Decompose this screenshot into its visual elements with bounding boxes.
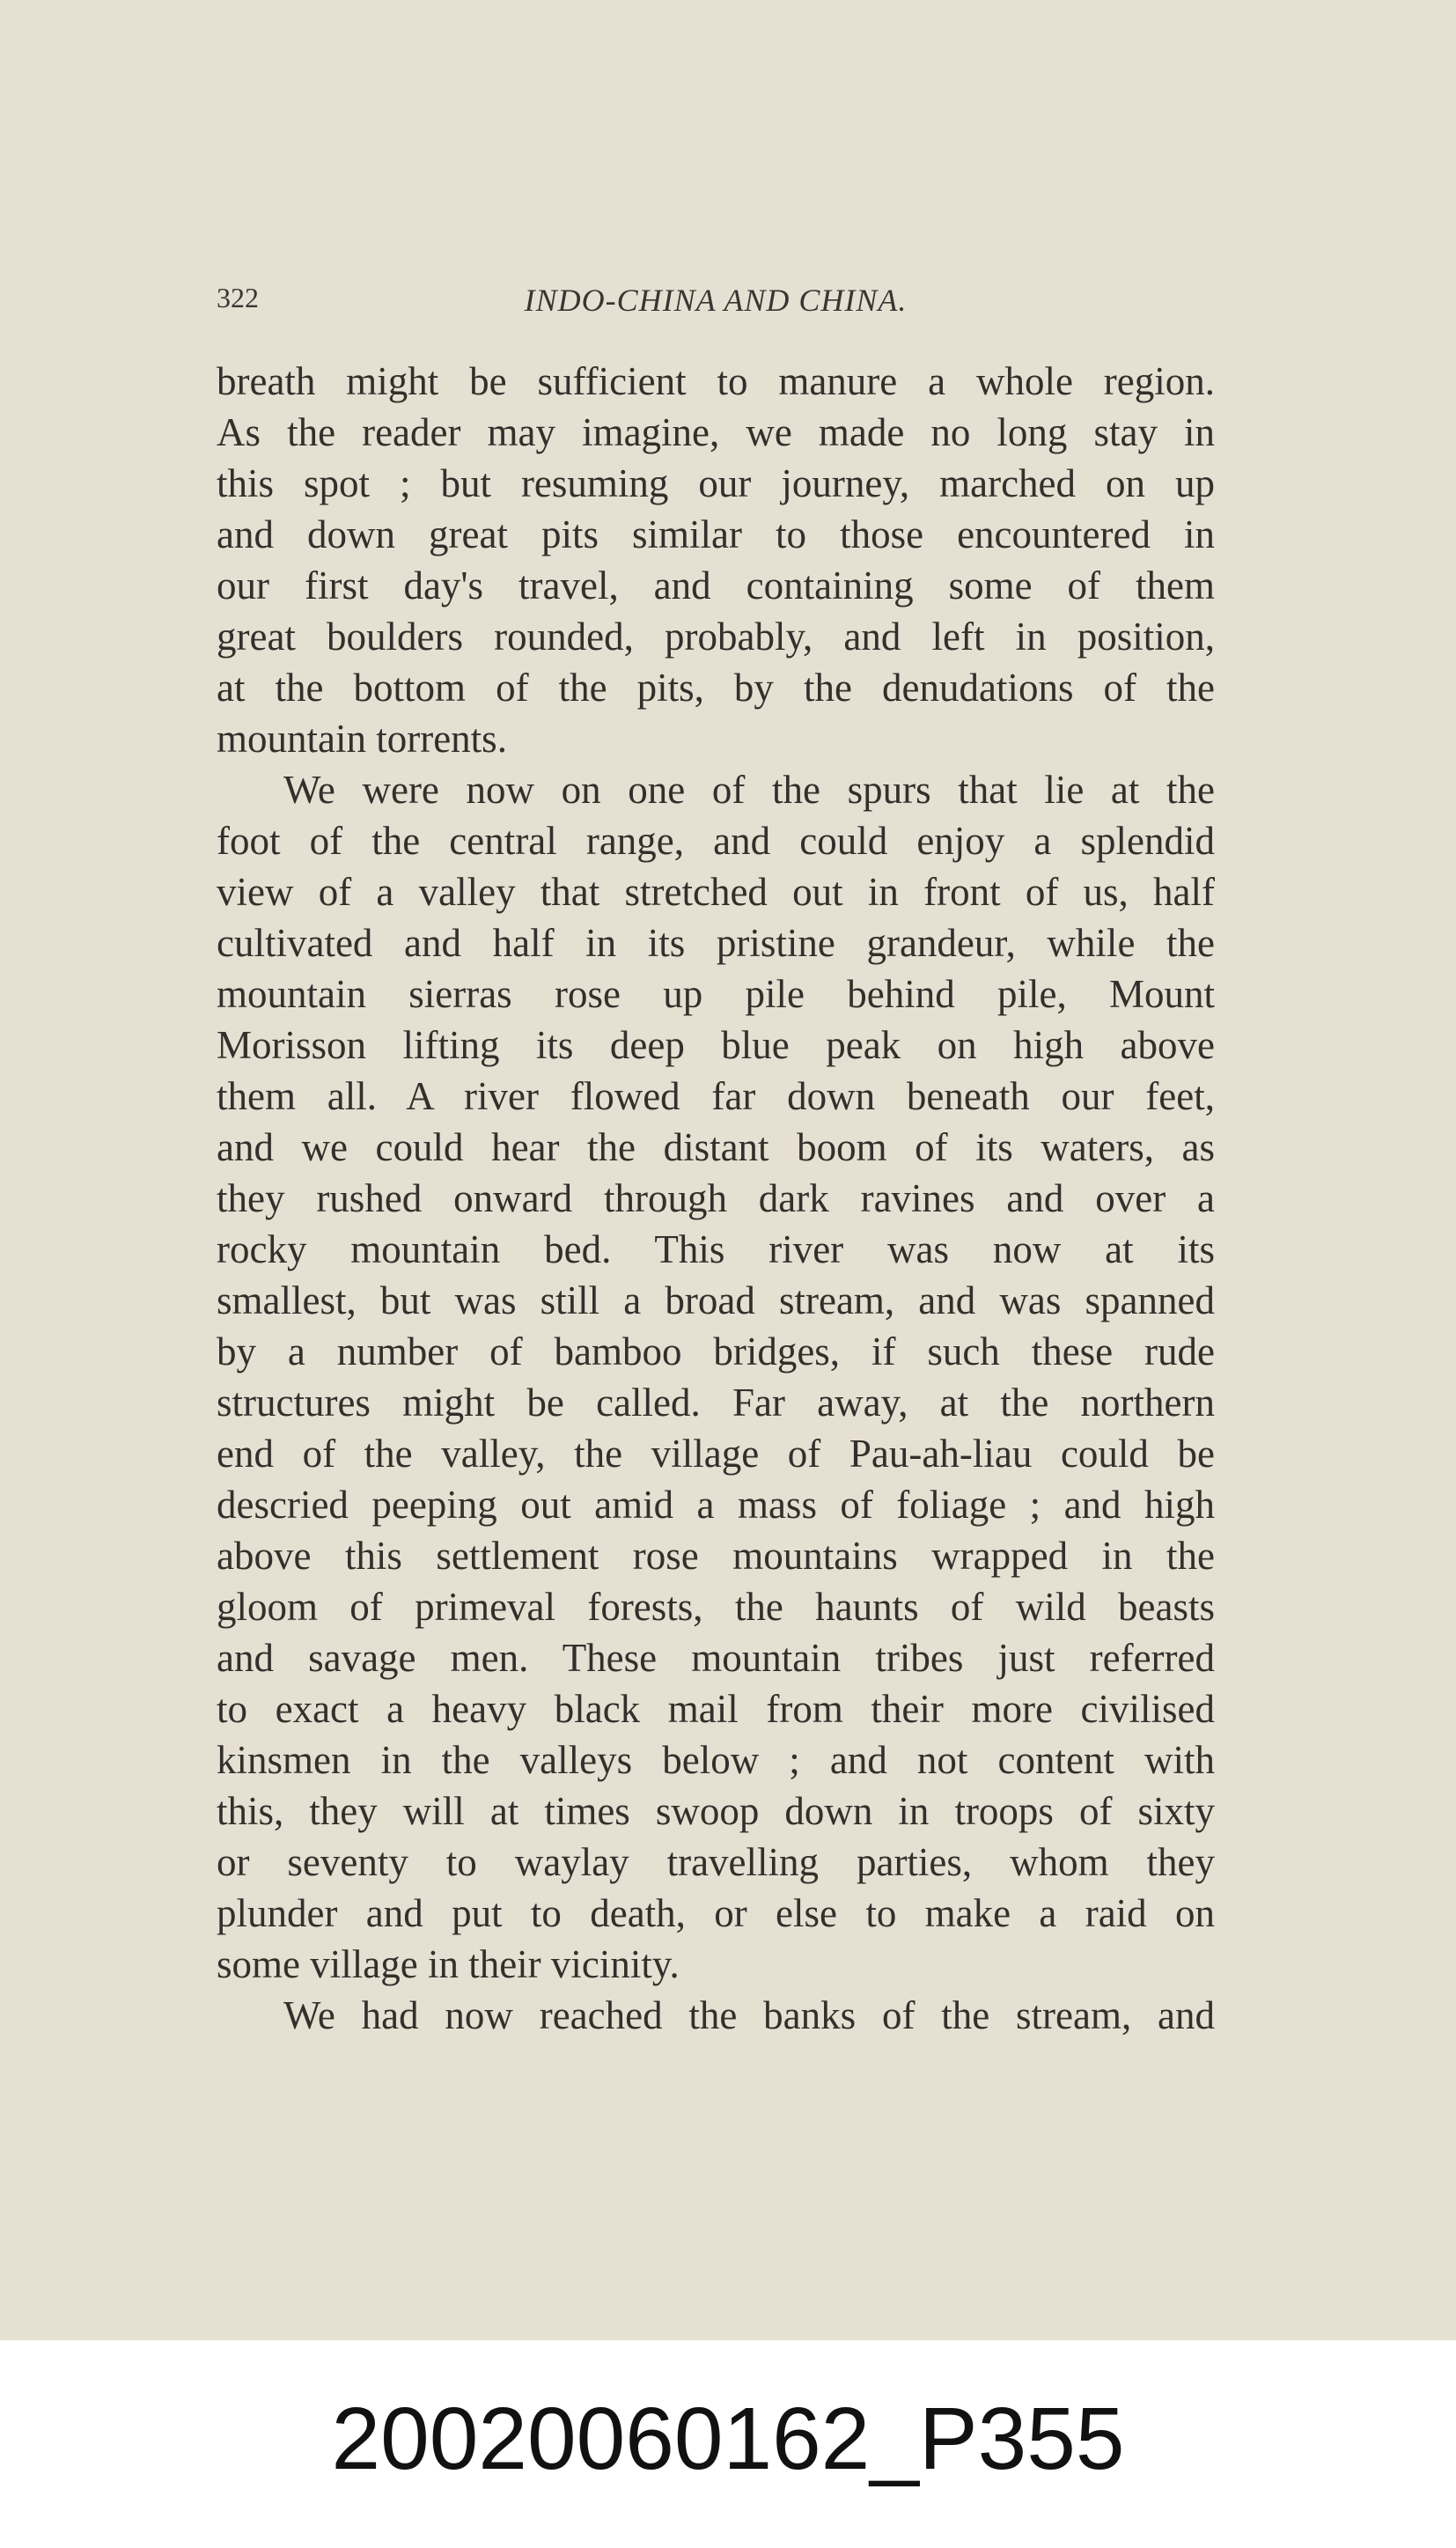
text-line: As the reader may imagine, we made no long stay in (217, 410, 1215, 454)
text-line: some village in their vicinity. (217, 1942, 680, 1986)
text-line: smallest, but was still a broad stream, and was spanned (217, 1278, 1215, 1322)
text-line: to exact a heavy black mail from their more civilised (217, 1687, 1215, 1731)
text-line: gloom of primeval forests, the haunts of wild beasts (217, 1585, 1215, 1629)
text-line: this spot ; but resuming our journey, marched on up (217, 461, 1215, 505)
text-line: mountain torrents. (217, 717, 507, 761)
text-line: breath might be sufficient to manure a whole region. (217, 359, 1215, 403)
paragraph-1 (217, 356, 1215, 764)
body-text (217, 356, 1215, 2041)
text-line: by a number of bamboo bridges, if such these rude (217, 1329, 1215, 1373)
text-line: We were now on one of the spurs that lie at the (283, 768, 1215, 812)
text-line: mountain sierras rose up pile behind pile, Mount (217, 972, 1215, 1016)
paragraph-3 (217, 1990, 1215, 2041)
text-line: and we could hear the distant boom of its waters, as (217, 1125, 1215, 1169)
text-line: rocky mountain bed. This river was now at its (217, 1227, 1215, 1271)
text-line: our first day's travel, and containing some of them (217, 563, 1215, 608)
paragraph-2 (217, 764, 1215, 1990)
text-line: they rushed onward through dark ravines and over a (217, 1176, 1215, 1220)
text-line: great boulders rounded, probably, and left in position, (217, 615, 1215, 659)
text-line: end of the valley, the village of Pau-ah-liau could be (217, 1432, 1215, 1476)
text-line: cultivated and half in its pristine grandeur, while the (217, 921, 1215, 965)
text-line: above this settlement rose mountains wrapped in the (217, 1534, 1215, 1578)
text-line: foot of the central range, and could enjoy a splendid (217, 819, 1215, 863)
text-line: kinsmen in the valleys below ; and not content with (217, 1738, 1215, 1782)
page-number: 322 (217, 282, 259, 313)
text-line: and down great pits similar to those encountered in (217, 512, 1215, 556)
text-line: them all. A river flowed far down beneath our feet, (217, 1074, 1215, 1118)
text-line: or seventy to waylay travelling parties, whom they (217, 1840, 1215, 1884)
text-line: Morisson lifting its deep blue peak on high above (217, 1023, 1215, 1067)
text-line: We had now reached the banks of the stream, and (283, 1993, 1215, 2037)
text-line: this, they will at times swoop down in troops of sixty (217, 1789, 1215, 1833)
text-line: and savage men. These mountain tribes just referred (217, 1636, 1215, 1680)
text-line: structures might be called. Far away, at the northern (217, 1381, 1215, 1425)
text-line: view of a valley that stretched out in front of us, half (217, 870, 1215, 914)
image-id-caption: 20020060162_P355 (331, 2390, 1125, 2488)
running-head (217, 282, 1215, 320)
text-line: plunder and put to death, or else to make a raid on (217, 1891, 1215, 1935)
text-line: at the bottom of the pits, by the denudations of the (217, 666, 1215, 710)
running-title: INDO-CHINA AND CHINA. (524, 283, 908, 318)
text-line: descried peeping out amid a mass of foliage ; and high (217, 1483, 1215, 1527)
